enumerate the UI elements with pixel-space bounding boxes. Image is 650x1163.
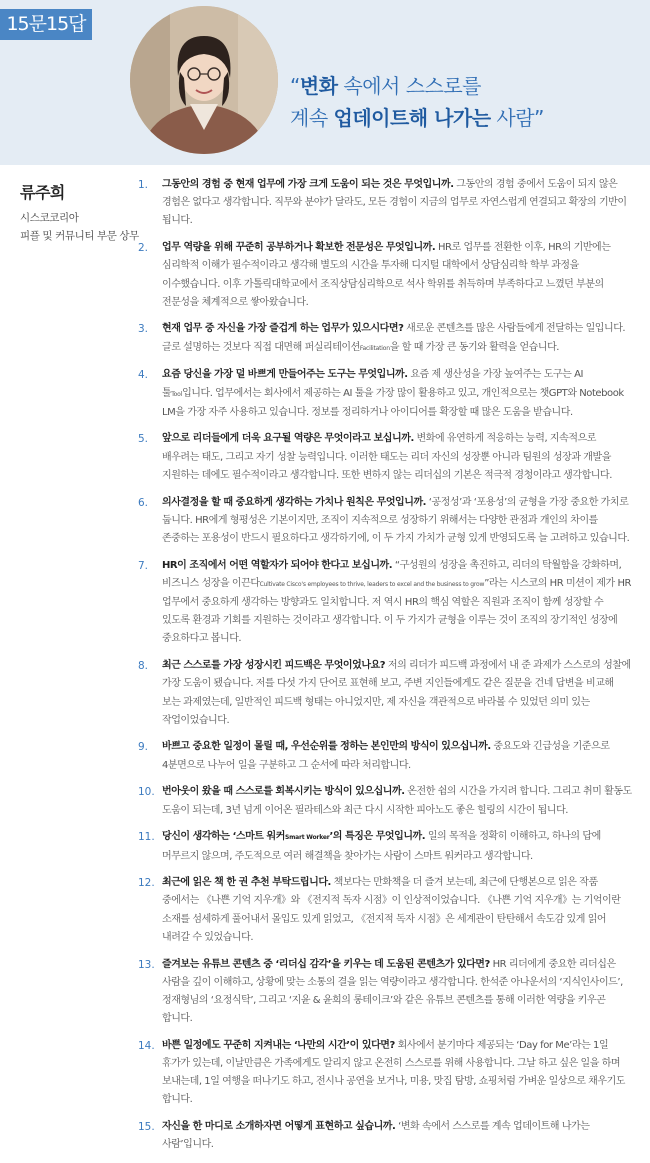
question-text: 의사결정을 할 때 중요하게 생각하는 가치나 원칙은 무엇입니까.	[162, 496, 427, 508]
qa-text	[162, 239, 632, 312]
qa-item	[138, 176, 632, 231]
qa-question	[162, 786, 405, 797]
qa-question	[162, 369, 408, 380]
qa-answer: HR 리더에게 중요한 리더십은 사람을 깊이 이해하고, 상황에 맞는 소통의 결을 읽는 역량이라고 생각합니다. 한석준 아나운서의 ‘지식인사이드’, 정재형님의 ‘요정식탁’, 그리고 ‘지윤 & 윤희의 롱테이크’와 같은 유튜브 콘텐츠를 통해 이러한 역량을 키우곤 합니다.	[162, 958, 623, 1025]
section-badge: 15문15답	[0, 9, 92, 40]
qa-answer: 저의 리더가 피드백 과정에서 내 준 과제가 스스로의 성찰에 가장 도움이 됐습니다. 저를 다섯 가지 단어로 표현해 보고, 주변 지인들에게도 같은 질문을 건네 답변을 비교해 보는 과제였는데, 일반적인 피드백 형태는 아니었지만, 제 자신을 객관적으로 바라볼 수 있었던 의미 있는 작업이었습니다.	[162, 660, 631, 726]
answer-note: Tool	[171, 390, 183, 398]
qa-number: 10.	[138, 786, 155, 799]
qa-question	[162, 323, 403, 334]
qa-text	[162, 783, 632, 819]
qa-answer: 중요도와 긴급성을 기준으로 4분면으로 나누어 일을 구분하고 그 순서에 따라 처리합니다.	[162, 741, 610, 771]
qa-answer-cont: ”라는 시스코의 HR 미션이 제가 HR 업무에서 중요하게 생각하는 방향과도 일치합니다. 저 역시 HR의 핵심 역할은 직원과 조직이 함께 성장할 수 있도록 환경과 기회를 지원하는 것이라고 생각합니다. 이 두 가지가 균형을 이루는 것이 조직의 장기적인 성장에 중요하다고 봅니다.	[162, 577, 632, 645]
portrait-illustration	[130, 6, 278, 154]
qa-number: 8.	[138, 660, 149, 673]
question-text: 바쁜 일정에도 꾸준히 지켜내는 ‘나만의 시간’이 있다면?	[162, 1039, 395, 1051]
qa-item	[138, 557, 632, 649]
portrait-photo	[130, 6, 278, 154]
qa-answer: 일의 목적을 정확히 이해하고, 하나의 답에 머무르지 않으며, 주도적으로 여러 해결책을 찾아가는 사람이 스마트 워커라고 생각합니다.	[162, 831, 601, 862]
qa-item	[138, 320, 632, 357]
quote-open-mark: “	[290, 74, 300, 98]
question-text: 번아웃이 왔을 때 스스로를 회복시키는 방식이 있으십니까.	[162, 786, 405, 798]
qa-answer: 책보다는 만화책을 더 즐겨 보는데, 최근에 단행본으로 읽은 작품 중에서는 《나쁜 기억 지우개》와 《전지적 독자 시점》이 인상적이었습니다. 《나쁜 기억 지우개》는 기억이란 소재를 섬세하게 풀어내서 몰입도 있게 읽었고, 《전지적 독자 시점》은 세계관이 탄탄해서 속도감 있게 읽어 내려갈 수 있었습니다.	[162, 877, 621, 943]
qa-number: 2.	[138, 242, 149, 255]
qa-text	[162, 494, 632, 549]
qa-text	[162, 320, 632, 357]
qa-question	[162, 497, 426, 508]
qa-answer: “구성원의 성장을 촉진하고, 리더의 탁월함을 강화하며, 비즈니스 성장을 이끈다	[162, 559, 622, 589]
qa-item	[138, 783, 632, 819]
qa-item	[138, 366, 632, 422]
qa-item	[138, 430, 632, 485]
qa-text	[162, 1118, 632, 1154]
qa-question	[162, 741, 491, 752]
question-text: 바쁘고 중요한 일정이 몰릴 때, 우선순위를 정하는 본인만의 방식이 있으십니까.	[162, 741, 491, 753]
qa-number: 6.	[138, 496, 149, 509]
qa-answer: ‘변화 속에서 스스로를 계속 업데이트해 나가는 사람’입니다.	[162, 1121, 590, 1151]
qa-item	[138, 874, 632, 947]
qa-text	[162, 738, 632, 774]
interviewee-company: 시스코코리아	[20, 212, 79, 224]
qa-answer: 회사에서 분기마다 제공되는 ‘Day for Me’라는 1일 휴가가 있는데, 이날만큼은 가족에게도 알리지 않고 온전히 스스로를 위해 사용합니다. 그날 하고 싶은 일을 하며 보내는데, 1일 여행을 떠나기도 하고, 전시나 공연을 보거나, 미용, 맛집 탐방, 쇼핑처럼 가벼운 일상으로 채우기도 합니다.	[162, 1039, 625, 1106]
qa-item	[138, 494, 632, 549]
qa-number: 14.	[138, 1039, 155, 1052]
interviewee-info	[20, 180, 140, 245]
qa-text	[162, 366, 632, 422]
qa-answer: 온전한 쉼의 시간을 가지려 합니다. 그리고 취미 활동도 도움이 되는데, 3년 넘게 이어온 필라테스와 최근 다시 시작한 피아노도 좋은 힐링의 시간이 됩니다.	[162, 786, 632, 816]
qa-number: 1.	[138, 179, 149, 191]
qa-item	[138, 239, 632, 312]
qa-question	[162, 242, 435, 253]
qa-text	[162, 956, 632, 1029]
qa-question	[162, 1121, 395, 1132]
question-text: 자신을 한 마디로 소개하자면 어떻게 표현하고 싶습니까.	[162, 1121, 396, 1133]
question-text: 당신이 생각하는 ‘스마트 워커	[162, 831, 285, 843]
answer-note: Facilitation	[359, 344, 390, 352]
qa-question	[162, 959, 490, 970]
qa-answer-cont: 입니다. 업무에서는 회사에서 제공하는 AI 툴을 가장 많이 활용하고 있고, 개인적으로는 챗GPT와 Notebook LM을 가장 자주 사용하고 있습니다. 정보를 정리하거나 아이디어를 확장할 때 많은 도움을 받습니다.	[162, 387, 624, 418]
qa-answer-cont: 을 할 때 가장 큰 동기와 활력을 얻습니다.	[389, 341, 560, 353]
interviewee-name: 류주희	[20, 183, 65, 202]
qa-number: 12.	[138, 877, 155, 890]
interviewee-title: 피플 및 커뮤니티 부문 상무	[20, 230, 139, 242]
qa-question	[162, 1040, 395, 1051]
qa-number: 11.	[138, 831, 155, 844]
qa-item	[138, 1118, 632, 1154]
question-text: 요즘 당신을 가장 덜 바쁘게 만들어주는 도구는 무엇입니까.	[162, 369, 408, 381]
qa-number: 7.	[138, 559, 149, 572]
qa-text	[162, 874, 632, 947]
question-text: 최근에 읽은 책 한 권 추천 부탁드립니다.	[162, 877, 331, 889]
quote-bold-2: 업데이트해 나가는	[333, 106, 491, 130]
qa-item	[138, 828, 632, 865]
question-text: 최근 스스로를 가장 성장시킨 피드백은 무엇이었나요?	[162, 660, 386, 672]
qa-text	[162, 657, 632, 730]
quote-line-2	[290, 102, 630, 134]
question-text: 앞으로 리더들에게 더욱 요구될 역량은 무엇이라고 보십니까.	[162, 433, 414, 445]
qa-answer: ‘공정성’과 ‘포용성’의 균형을 가장 중요한 가치로 둡니다. HR에게 형평성은 기본이지만, 조직이 지속적으로 성장하기 위해서는 다양한 관점과 개인의 차이를 존중하는 포용성이 반드시 필요하다고 생각하기에, 이 두 가지 가치가 균형 있게 반영되도록 늘 고려하고 있습니다.	[162, 496, 630, 544]
qa-question	[162, 877, 331, 888]
qa-question	[162, 660, 385, 671]
question-text: HR이 조직에서 어떤 역할자가 되어야 한다고 보십니까.	[162, 559, 393, 571]
question-text: 업무 역량을 위해 꾸준히 공부하거나 확보한 전문성은 무엇입니까.	[162, 242, 436, 254]
quote-line-1	[290, 70, 630, 102]
qa-question	[162, 433, 414, 444]
qa-text	[162, 828, 632, 865]
qa-text	[162, 176, 632, 231]
question-note: Smart Worker	[284, 834, 330, 842]
qa-number: 5.	[138, 433, 149, 446]
qa-answer: 요즘 제 생산성을 가장 높여주는 도구는 AI 툴	[162, 369, 583, 399]
question-text: 그동안의 경험 중 현재 업무에 가장 크게 도움이 되는 것은 무엇입니까.	[162, 179, 454, 190]
quote-text-3: 사람”	[490, 106, 544, 130]
headline-quote	[290, 70, 630, 134]
qa-number: 3.	[138, 323, 149, 336]
qa-answer: 새로운 콘텐츠를 많은 사람들에게 전달하는 일입니다. 글로 설명하는 것보다 직접 대면해 퍼실리테이션	[162, 323, 626, 353]
quote-text-1: 속에서 스스로를	[337, 74, 481, 98]
qa-number: 9.	[138, 741, 149, 754]
qa-item	[138, 657, 632, 730]
qa-number: 4.	[138, 369, 149, 382]
qa-item	[138, 1037, 632, 1110]
quote-bold-1: 변화	[299, 74, 338, 98]
qa-question	[162, 179, 454, 190]
quote-text-2: 계속	[290, 106, 334, 130]
qa-answer: 그동안의 경험 중에서 도움이 되지 않은 경험은 없다고 생각합니다. 직무와 분야가 달라도, 모든 경험이 지금의 업무로 자연스럽게 연결되고 확장의 기반이 됩니다.	[162, 179, 627, 227]
qa-text	[162, 430, 632, 485]
question-text: 즐겨보는 유튜브 콘텐츠 중 ‘리더십 감각’을 키우는 데 도움된 콘텐츠가 있다면?	[162, 958, 490, 970]
answer-note: Cultivate Cisco's employees to thrive, leaders to excel and the business to grow	[259, 580, 485, 588]
qa-text	[162, 557, 632, 649]
qa-number: 15.	[138, 1121, 155, 1134]
qa-list	[138, 176, 632, 1163]
qa-item	[138, 956, 632, 1029]
qa-number: 13.	[138, 958, 155, 971]
qa-question	[162, 831, 425, 842]
qa-item	[138, 738, 632, 774]
qa-text	[162, 1037, 632, 1110]
qa-answer: HR로 업무를 전환한 이후, HR의 기반에는 심리학적 이해가 필수적이라고 생각해 별도의 시간을 투자해 디지털 대학에서 상담심리학 학부 과정을 이수했습니다. 이후 가톨릭대학교에서 조직상담심리학으로 석사 학위를 취득하며 부족하다고 느꼈던 부분의 전문성을 체계적으로 쌓아왔습니다.	[162, 242, 611, 308]
question-text: 현재 업무 중 자신을 가장 즐겁게 하는 업무가 있으시다면?	[162, 323, 404, 335]
qa-question	[162, 560, 392, 571]
question-text-cont: ’의 특징은 무엇입니까.	[329, 831, 426, 843]
qa-answer: 변화에 유연하게 적응하는 능력, 지속적으로 배우려는 태도, 그리고 자기 성찰 능력입니다. 이러한 태도는 리더 자신의 성장뿐 아니라 팀원의 성장과 개발을 지원하는 데에도 필수적이라고 생각합니다. 또한 변하지 않는 리더십의 기본은 적극적 경청이라고 생각합니다.	[162, 433, 612, 481]
